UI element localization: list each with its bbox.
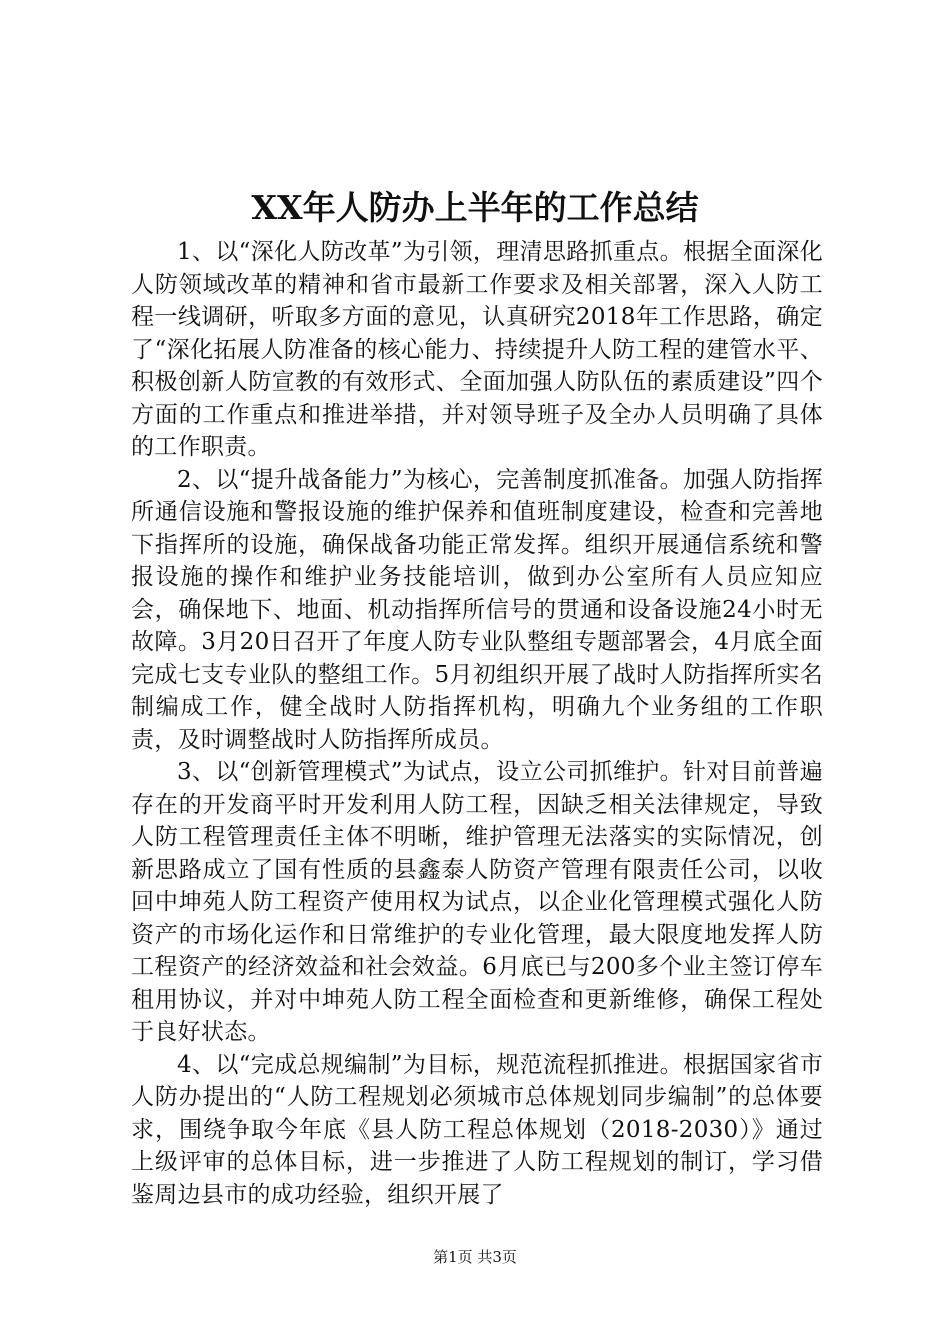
document-body [131, 236, 823, 1211]
page-footer: 第1页 共3页 [433, 1248, 517, 1266]
paragraph-2: 2、以“提升战备能力”为核心，完善制度抓准备。加强人防指挥所通信设施和警报设施的维护保养和值班制度建设，检查和完善地下指挥所的设施，确保战备功能正常发挥。组织开展通信系统和警报设施的操作和维护业务技能培训，做到办公室所有人员应知应会，确保地下、地面、机动指挥所信号的贯通和设备设施24小时无故障。3月20日召开了年度人防专业队整组专题部署会，4月底全面完成七支专业队的整组工作。5月初组织开展了战时人防指挥所实名制编成工作，健全战时人防指挥机构，明确九个业务组的工作职责，及时调整战时人防指挥所成员。 [131, 466, 823, 753]
paragraph-3: 3、以“创新管理模式”为试点，设立公司抓维护。针对目前普遍存在的开发商平时开发利用人防工程，因缺乏相关法律规定，导致人防工程管理责任主体不明晰，维护管理无法落实的实际情况，创新思路成立了国有性质的县鑫泰人防资产管理有限责任公司，以收回中坤苑人防工程资产使用权为试点，以企业化管理模式强化人防资产的市场化运作和日常维护的专业化管理，最大限度地发挥人防工程资产的经济效益和社会效益。6月底已与200多个业主签订停车租用协议，并对中坤苑人防工程全面检查和更新维修，确保工程处于良好状态。 [131, 759, 823, 1045]
paragraph-4: 4、以“完成总规编制”为目标，规范流程抓推进。根据国家省市人防办提出的“人防工程规划必须城市总体规划同步编制”的总体要求，围绕争取今年底《县人防工程总体规划（2018-2030）》通过上级评审的总体目标，进一步推进了人防工程规划的制订，学习借鉴周边县市的成功经验，组织开展了 [131, 1051, 823, 1208]
document-title: XX年人防办上半年的工作总结 [251, 188, 699, 227]
paragraph-1: 1、以“深化人防改革”为引领，理清思路抓重点。根据全面深化人防领域改革的精神和省市最新工作要求及相关部署，深入人防工程一线调研，听取多方面的意见，认真研究2018年工作思路，确定了“深化拓展人防准备的核心能力、持续提升人防工程的建管水平、积极创新人防宣教的有效形式、全面加强人防队伍的素质建设”四个方面的工作重点和推进举措，并对领导班子及全办人员明确了具体的工作职责。 [131, 239, 823, 460]
